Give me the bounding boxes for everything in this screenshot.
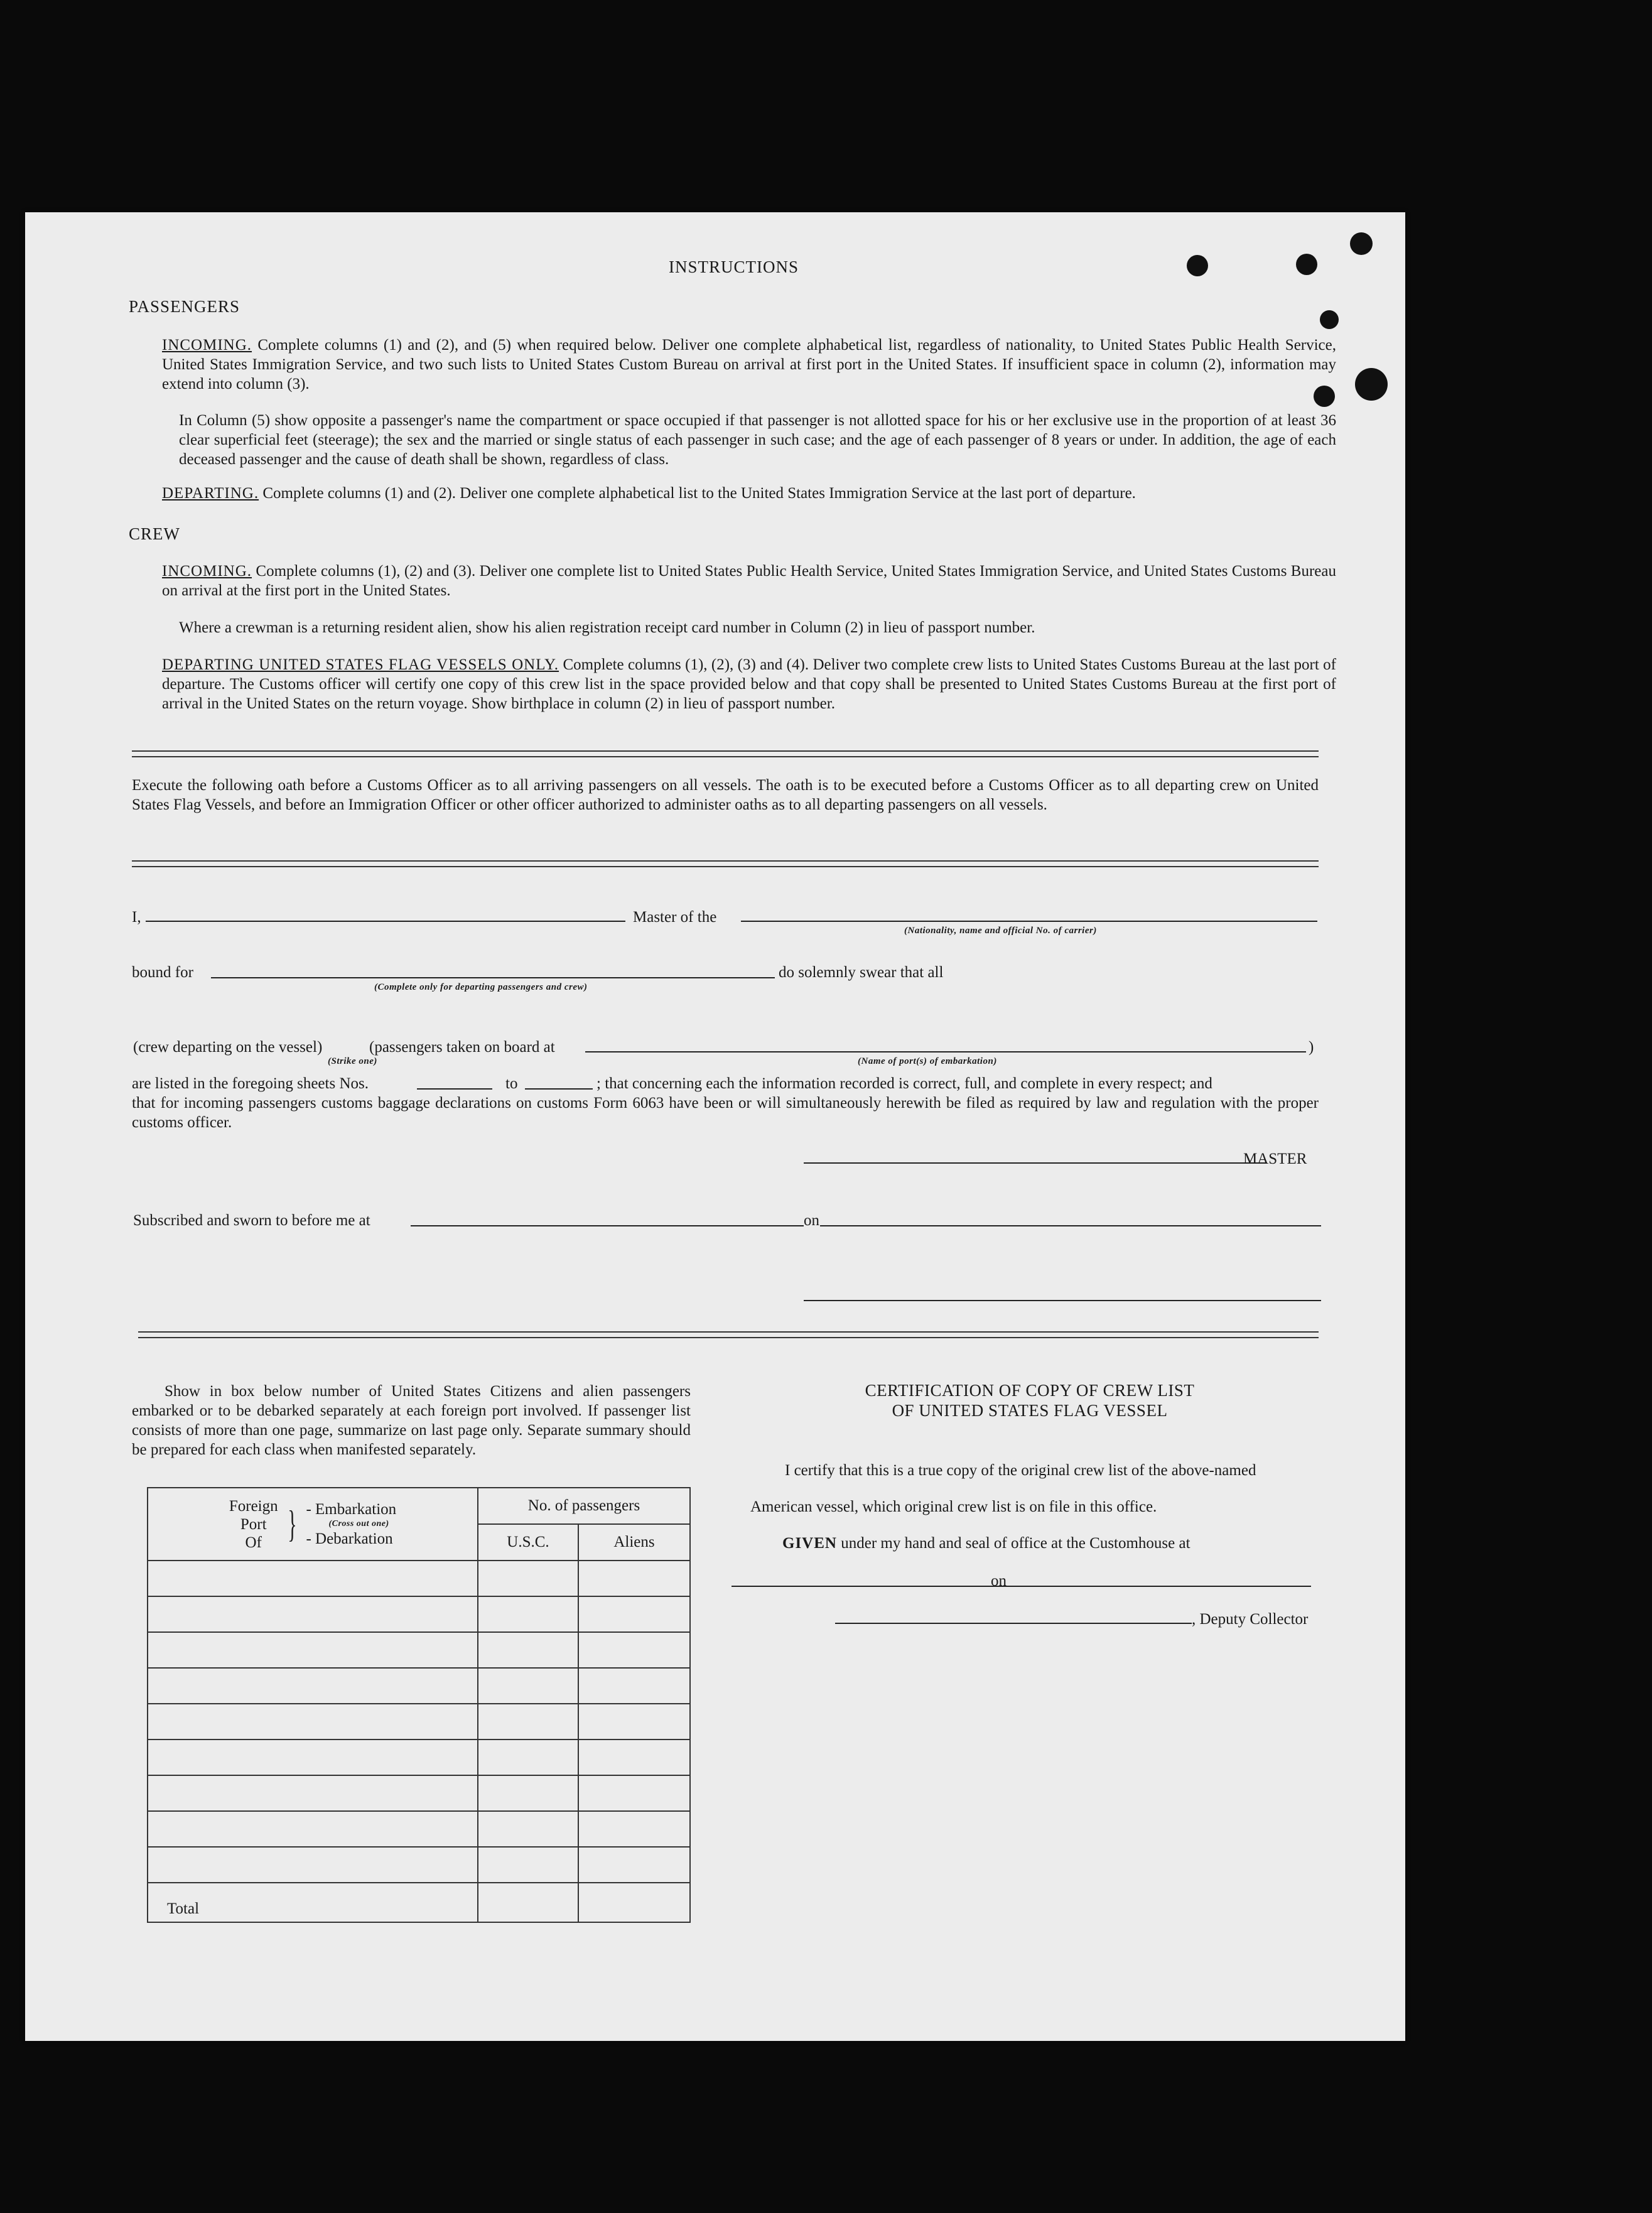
usc-cell[interactable] — [478, 1561, 578, 1596]
divider — [138, 1331, 1319, 1338]
table-row — [148, 1668, 690, 1704]
oath-i: I, — [132, 909, 141, 926]
usc-cell[interactable] — [478, 1596, 578, 1632]
aliens-cell[interactable] — [578, 1847, 690, 1883]
aliens-cell[interactable] — [578, 1704, 690, 1740]
table-row — [148, 1561, 690, 1596]
sheet-from-field[interactable] — [417, 1088, 492, 1090]
punch-hole — [1320, 310, 1339, 329]
passengers-incoming — [162, 335, 1336, 394]
foreign-port-header — [148, 1488, 478, 1561]
certification-line3 — [782, 1534, 1190, 1553]
aliens-cell[interactable] — [578, 1811, 690, 1847]
deputy-collector-signature-field[interactable] — [835, 1623, 1192, 1624]
table-row — [148, 1704, 690, 1740]
port-caption: (Name of port(s) of embarkation) — [858, 1056, 997, 1066]
vessel-field[interactable] — [741, 921, 1317, 922]
port-label: Port — [240, 1515, 267, 1533]
port-cell[interactable] — [148, 1632, 478, 1668]
port-cell[interactable] — [148, 1775, 478, 1811]
aliens-cell[interactable] — [578, 1632, 690, 1668]
crew-departing — [162, 655, 1336, 713]
officer-signature-field[interactable] — [804, 1300, 1321, 1301]
crew-heading: CREW — [129, 524, 180, 543]
usc-header: U.S.C. — [478, 1524, 578, 1561]
certification-title-line2: OF UNITED STATES FLAG VESSEL — [892, 1401, 1168, 1420]
aliens-cell[interactable] — [578, 1596, 690, 1632]
divider — [132, 860, 1319, 867]
cross-out-caption: (Cross out one) — [328, 1519, 389, 1529]
certification-on-label: on — [991, 1572, 1007, 1589]
master-signature-field[interactable] — [804, 1162, 1267, 1164]
divider — [132, 750, 1319, 757]
certification-date-field[interactable] — [1010, 1586, 1311, 1587]
certification-line2: American vessel, which original crew list is on file in this office. — [750, 1498, 1157, 1515]
aliens-cell[interactable] — [578, 1740, 690, 1775]
certification-title — [747, 1380, 1312, 1420]
crew-departing-text: Complete columns (1), (2), (3) and (4). Deliver two complete crew lists to United States Customs Bureau at the last port of departure. The Customs officer will certify one copy of this crew list in the space provided below and that copy shall be presented to United States Customs Bureau at the first port of arrival in the United States on the return voyage. Show birthplace in column (2) in lieu of passport number. — [162, 656, 1337, 712]
usc-cell[interactable] — [478, 1811, 578, 1847]
embarkation-label: - Embarkation — [306, 1501, 397, 1518]
customhouse-field[interactable] — [732, 1586, 1014, 1587]
usc-total-cell[interactable] — [478, 1883, 578, 1922]
port-cell[interactable] — [148, 1740, 478, 1775]
master-of-label: Master of the — [633, 909, 717, 926]
bound-for-label: bound for — [132, 964, 193, 981]
port-cell[interactable] — [148, 1847, 478, 1883]
passenger-summary-table — [147, 1487, 691, 1923]
bound-caption: (Complete only for departing passengers and crew) — [374, 982, 588, 992]
usc-cell[interactable] — [478, 1668, 578, 1704]
foreign-label: Foreign — [229, 1497, 278, 1515]
on-label: on — [804, 1212, 819, 1229]
table-row — [148, 1632, 690, 1668]
table-row — [148, 1596, 690, 1632]
aliens-cell[interactable] — [578, 1668, 690, 1704]
table-row — [148, 1740, 690, 1775]
strike-caption: (Strike one) — [328, 1056, 377, 1066]
passengers-heading: PASSENGERS — [129, 297, 240, 316]
crew-incoming — [162, 561, 1336, 600]
usc-cell[interactable] — [478, 1704, 578, 1740]
punch-hole — [1187, 255, 1208, 276]
usc-cell[interactable] — [478, 1740, 578, 1775]
swear-text: do solemnly swear that all — [779, 964, 944, 981]
total-label: Total — [148, 1883, 478, 1922]
master-name-field[interactable] — [146, 921, 625, 922]
crew-incoming-text: Complete columns (1), (2) and (3). Deliver one complete list to United States Public Health Service, United States Immigration Service, and United States Customs Bureau on arrival at the first port in the United States. — [162, 563, 1336, 599]
incoming-label: INCOMING. — [162, 337, 252, 354]
sheet-to-field[interactable] — [525, 1088, 593, 1090]
port-cell[interactable] — [148, 1704, 478, 1740]
certification-line1: I certify that this is a true copy of the original crew list of the above-named — [785, 1462, 1256, 1479]
subscribed-label: Subscribed and sworn to before me at — [133, 1212, 370, 1229]
port-cell[interactable] — [148, 1561, 478, 1596]
usc-cell[interactable] — [478, 1775, 578, 1811]
certification-title-line1: CERTIFICATION OF COPY OF CREW LIST — [865, 1381, 1195, 1400]
aliens-cell[interactable] — [578, 1775, 690, 1811]
departing-label: DEPARTING. — [162, 485, 259, 502]
summary-intro: Show in box below number of United States Citizens and alien passengers embarked or to be debarked separately at each foreign port involved. If passenger list consists of more than one page, summarize on last page only. Separate summary should be prepared for each class when manifested separately. — [132, 1383, 691, 1458]
listed-text: ; that concerning each the information recorded is correct, full, and complete in every respect; and — [597, 1075, 1212, 1092]
port-cell[interactable] — [148, 1596, 478, 1632]
port-cell[interactable] — [148, 1811, 478, 1847]
resident-alien-text: Where a crewman is a returning resident alien, show his alien registration receipt card number in Column (2) in lieu of passport number. — [179, 619, 1035, 636]
crew-incoming-label: INCOMING. — [162, 563, 252, 580]
bound-for-field[interactable] — [211, 977, 775, 978]
crew-departing-option: (crew departing on the vessel) — [133, 1039, 323, 1056]
aliens-header: Aliens — [578, 1524, 690, 1561]
given-label: GIVEN — [782, 1535, 837, 1552]
table-row — [148, 1775, 690, 1811]
table-row — [148, 1811, 690, 1847]
oath-intro: Execute the following oath before a Customs Officer as to all arriving passengers on all vessels. The oath is to be executed before a Customs Officer as to all departing crew on United States Flag Vessels, and before an Immigration Officer or other officer authorized to administer oaths as to all departing passengers on all vessels. — [132, 777, 1319, 813]
port-cell[interactable] — [148, 1668, 478, 1704]
of-label: Of — [245, 1534, 262, 1551]
table-row — [148, 1847, 690, 1883]
punch-hole — [1355, 368, 1388, 401]
master-label: MASTER — [1243, 1150, 1307, 1167]
nationality-caption: (Nationality, name and official No. of carrier) — [904, 926, 1097, 936]
departing-text: Complete columns (1) and (2). Deliver one complete alphabetical list to the United States Immigration Service at the last port of departure. — [262, 485, 1136, 502]
column5-text: In Column (5) show opposite a passenger's name the compartment or space occupied if that passenger is not allotted space for his or her exclusive use in the proportion of at least 36 clear superficial feet (steerage); the sex and the married or single status of each passenger in such case; and the age of each passenger of 8 years or under. In addition, the age of each deceased passenger and the cause of death shall be shown, regardless of class. — [179, 412, 1336, 468]
usc-cell[interactable] — [478, 1632, 578, 1668]
close-paren: ) — [1309, 1039, 1314, 1056]
total-row — [148, 1883, 690, 1922]
to-label: to — [505, 1075, 518, 1092]
incoming-text: Complete columns (1) and (2), and (5) when required below. Deliver one complete alphabetical list, regardless of nationality, to United States Public Health Service, United States Immigration Service, and two such lists to United States Custom Bureau on arrival at first port in the United States. If insufficient space in column (2), information may extend into column (3). — [162, 337, 1337, 392]
listed-sheets-label: are listed in the foregoing sheets Nos. — [132, 1075, 369, 1092]
page-title: INSTRUCTIONS — [669, 257, 799, 276]
sworn-date-field[interactable] — [820, 1225, 1321, 1226]
punch-hole — [1350, 232, 1373, 255]
punch-hole — [1296, 254, 1317, 275]
brace-icon: } — [287, 1503, 297, 1545]
passengers-departing — [162, 484, 1336, 503]
crew-departing-label: DEPARTING UNITED STATES FLAG VESSELS ONLY. — [162, 656, 559, 673]
baggage-text: that for incoming passengers customs baggage declarations on customs Form 6063 have been or will simultaneously herewith be filed as required by law and regulation with the proper customs officer. — [132, 1095, 1319, 1131]
no-of-passengers-header: No. of passengers — [478, 1488, 690, 1524]
debarkation-label: - Debarkation — [306, 1530, 393, 1547]
aliens-total-cell[interactable] — [578, 1883, 690, 1922]
given-text: under my hand and seal of office at the Customhouse at — [841, 1535, 1190, 1552]
sworn-place-field[interactable] — [411, 1225, 804, 1226]
passengers-taken-option: (passengers taken on board at — [369, 1039, 555, 1056]
deputy-collector-label: , Deputy Collector — [1192, 1611, 1309, 1628]
aliens-cell[interactable] — [578, 1561, 690, 1596]
usc-cell[interactable] — [478, 1847, 578, 1883]
port-of-embarkation-field[interactable] — [585, 1051, 1306, 1052]
form-page — [25, 212, 1405, 2041]
